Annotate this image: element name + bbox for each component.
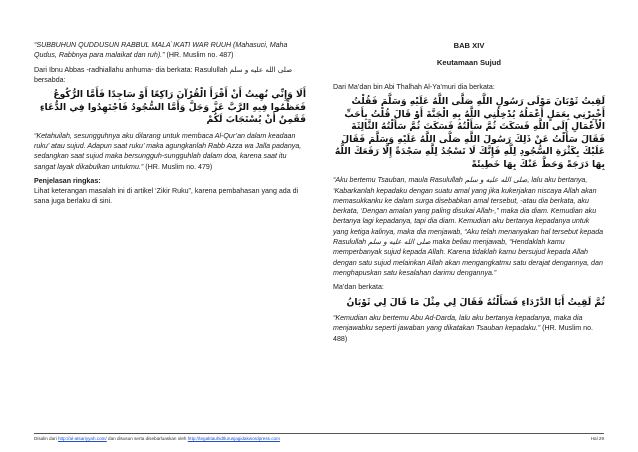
hadith-translation: “Ketahuilah, sesungguhnya aku dilarang untuk membaca Al-Qur’an dalam keadaan ruku’ atau sujud. Adapun saat ruku’ maka agungkanlah Rabb Azza wa Jalla padanya, sedangkan saat sujud maka bersungguh-sungguhlah dalam doa, karena saat itu sangat layak dikabulkan untukmu.” — [34, 131, 302, 171]
source-link[interactable]: http://al-atsariyyah.com/ — [58, 436, 107, 441]
translation-paragraph — [34, 131, 306, 172]
translation-reference-3: (HR. Muslim no. 488) — [333, 324, 593, 343]
translation-reference: (HR. Muslim no. 479) — [143, 162, 213, 171]
narration-end: bersabda: — [34, 75, 66, 84]
dua-paragraph — [34, 40, 306, 61]
salawat-text-1: صلى الله عليه و سلم — [464, 175, 528, 185]
translation-part-a: “Aku bertemu Tsauban, maula Rasulullah — [333, 176, 465, 185]
dua-quote: “SUBBUHUN QUDDUSUN RABBUL MALA`IKATI WAR RUUH (Mahasuci, Maha Qudus, Rabbnya para malaikat dan ruh).” — [34, 41, 288, 60]
hadith-translation-2 — [333, 175, 605, 278]
right-column — [333, 40, 605, 344]
publisher-link[interactable]: http://tegaktauhidtlurusjagidakwordpress.com — [187, 436, 280, 441]
chapter-number: BAB XIV — [453, 41, 485, 50]
narration-paragraph — [34, 65, 306, 86]
explanation-text: Lihat keterangan masalah ini di artikel ‘Zikir Ruku”, karena pembahasan yang ada di sana juga berlaku di sini. — [34, 187, 299, 206]
translation-paragraph-3 — [333, 313, 605, 344]
hadith-arabic: أَلَا وَإِنِّي نُهِيتُ أَنْ أَقْرَأَ الْقُرْآنَ رَاكِعًا أَوْ سَاجِدًا فَأَمَّا الرُّكُوعُ فَعَظِّمُوا فِيهِ الرَّبَّ عَزَّ وَجَلَّ وَأَمَّا السُّجُودُ فَاجْتَهِدُوا فِي الدُّعَاءِ فَقَمِنٌ أَنْ يُسْتَجَابَ لَكُمْ — [39, 89, 306, 126]
translation-part-c: maka beliau menjawab, “Hendaklah kamu memperbanyak sujud kepada Allah. Karena tidaklah kamu bersujud kepada Allah dengan satu sujud melainkan Allah akan mengangkatmu satu derajat dengannya, dan menghapuskan satu kesalahan darimu dengannya.” — [333, 238, 603, 277]
footer-credits — [34, 436, 280, 441]
left-column — [34, 40, 306, 207]
page-footer — [34, 436, 604, 442]
chapter-heading — [333, 40, 605, 68]
footer-prefix: Disalin dari — [34, 436, 58, 441]
narration-text: Dari Ibnu Abbas -radhiallahu anhuma- dia berkata: Rasulullah — [34, 65, 228, 74]
intro-text-2: Ma’dan berkata: — [333, 283, 384, 292]
intro-text: Dari Ma’dan bin Abi Thalhah Al-Ya’muri dia berkata: — [333, 83, 495, 91]
footer-divider — [34, 433, 604, 434]
chapter-title: Keutamaan Sujud — [436, 58, 502, 67]
footer-middle: dan disusun serta disebarluaskan oleh — [106, 436, 188, 441]
hadith-arabic-3: ثُمَّ لَقِيتُ أَبَا الدَّرْدَاءِ فَسَأَلْتُهُ فَقَالَ لِي مِثْلَ مَا قَالَ لِي ثَوْبَانُ — [346, 296, 605, 308]
salawat-text: صلى الله عليه و سلم — [229, 64, 293, 74]
hadith-translation-3: “Kemudian aku bertemu Abu Ad-Darda, lalu aku bertanya kepadanya, maka dia menjawabku seperti jawaban yang dikatakan Tsauban kepadaku.” — [333, 314, 583, 333]
salawat-text-2: صلى الله عليه و سلم — [368, 237, 431, 247]
explanation-heading: Penjelasan ringkas: — [34, 176, 101, 185]
page-number: Hal 29 — [590, 436, 604, 441]
dua-reference: (HR. Muslim no. 487) — [164, 51, 234, 60]
hadith-arabic-2: لَقِيتُ ثَوْبَانَ مَوْلَى رَسُولِ اللَّهِ صَلَّى اللَّهُ عَلَيْهِ وَسَلَّمَ فَقُلْتُ أَخْبِرْنِي بِعَمَلٍ أَعْمَلُهُ يُدْخِلُنِي اللَّهُ بِهِ الْجَنَّةَ أَوْ قَالَ قُلْتُ بِأَحَبِّ الْأَعْمَالِ إِلَى اللَّهِ فَسَكَتَ ثُمَّ سَأَلْتُهُ فَسَكَتَ ثُمَّ سَأَلْتُهُ الثَّالِثَةَ فَقَالَ سَأَلْتُ عَنْ ذَلِكَ رَسُولَ اللَّهِ صَلَّى اللَّهُ عَلَيْهِ وَسَلَّمَ فَقَالَ عَلَيْكَ بِكَثْرَةِ السُّجُودِ لِلَّهِ فَإِنَّكَ لَا تَسْجُدُ لِلَّهِ سَجْدَةً إِلَّا رَفَعَكَ اللَّهُ بِهَا دَرَجَةً وَحَطَّ عَنْكَ بِهَا خَطِيئَةً — [334, 96, 605, 170]
translation-part-b: , lalu aku bertanya, ‘Kabarkanlah kepadaku dengan suatu amal yang jika kukerjakan niscaya Allah akan memasukkanku ke dalam surga disebabkan amal tersebut, -atau dia berkata, aku berkata, ‘Dengan amalan yang paling disukai Allah-,” maka dia diam. Kemudian aku bertanya lagi kepadanya, tapi dia diam. Kemudian aku bertanya kepadanya untuk yang ketiga kalinya, maka dia menjawab, “Aku telah menanyakan hal tersebut kepada Rasulullah — [333, 176, 604, 247]
